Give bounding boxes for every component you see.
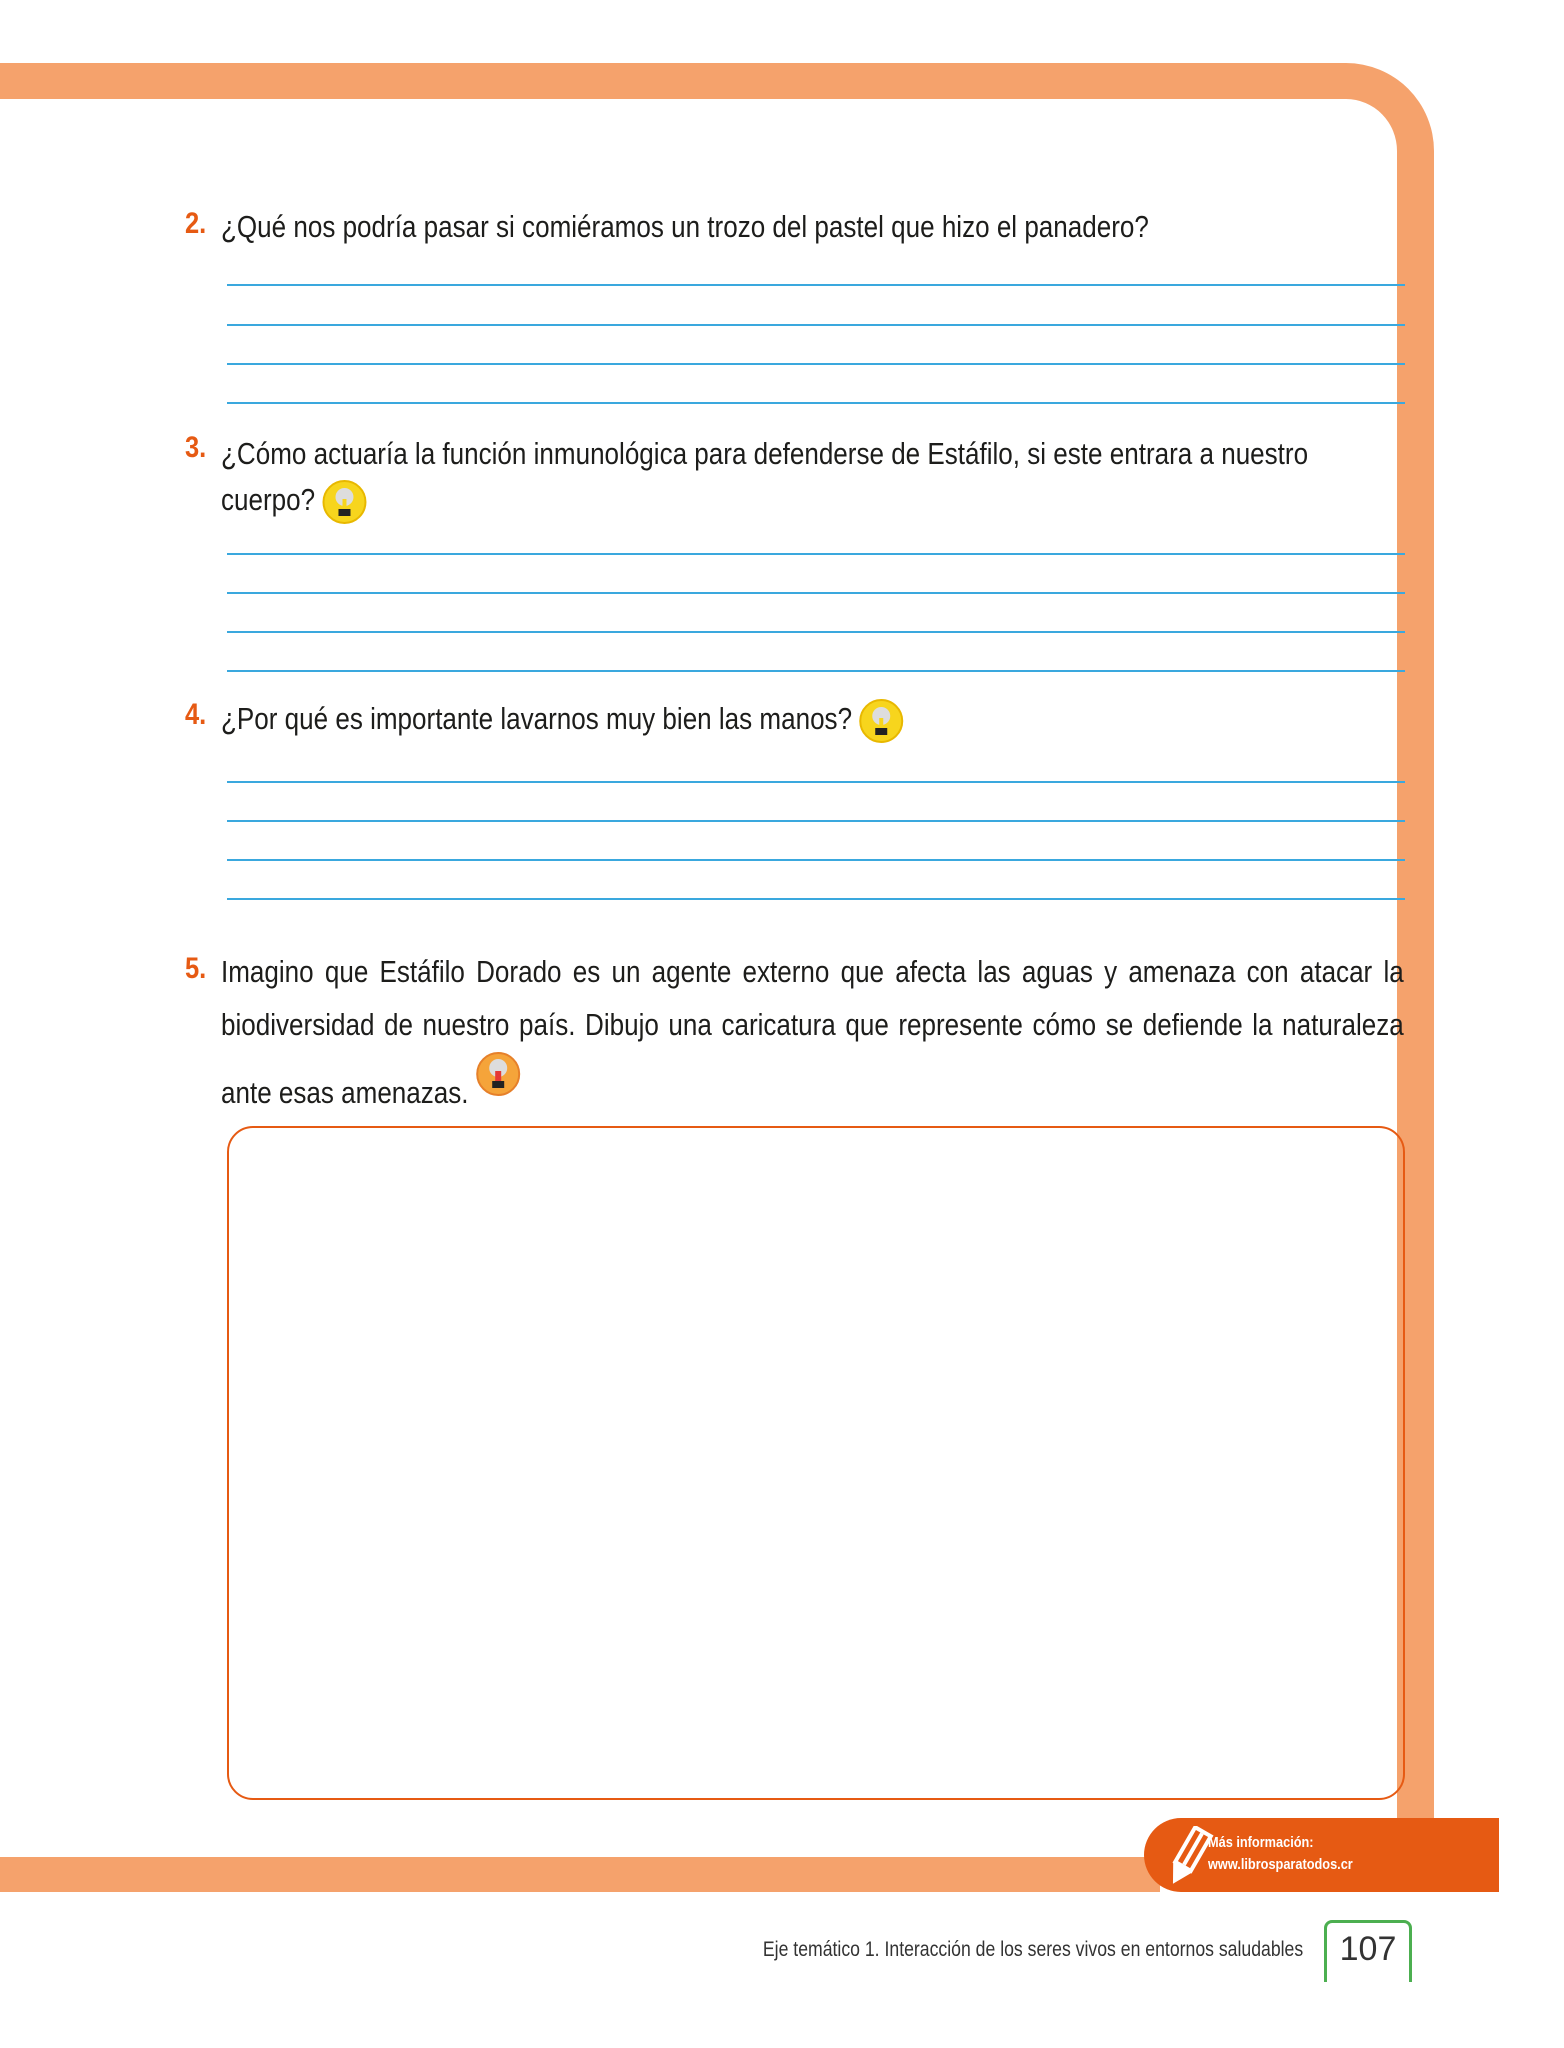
footer-text: Eje temático 1. Interacción de los seres vivos en entornos saludables <box>762 1938 1303 1961</box>
question-text-content: ¿Cómo actuaría la función inmunológica para defenderse de Estáfilo, si este entrara a nuestro cuerpo? <box>221 436 1309 517</box>
question-text: ¿Qué nos podría pasar si comiéramos un trozo del pastel que hizo el panadero? <box>221 209 1149 244</box>
lightbulb-icon[interactable] <box>858 698 904 744</box>
more-info-tab[interactable] <box>1144 1818 1499 1892</box>
question-number: 5. <box>185 952 207 985</box>
answer-line[interactable] <box>227 553 1405 555</box>
answer-line[interactable] <box>227 781 1405 783</box>
question-number: 4. <box>185 698 207 731</box>
question-text <box>221 698 1404 744</box>
more-info-url[interactable]: www.librosparatodos.cr <box>1208 1856 1353 1873</box>
drawing-area[interactable] <box>227 1126 1405 1800</box>
question-text <box>221 431 1404 525</box>
bottom-band <box>0 1857 1160 1892</box>
question-number: 2. <box>185 207 207 240</box>
answer-line[interactable] <box>227 631 1405 633</box>
answer-line[interactable] <box>227 670 1405 672</box>
question-number: 3. <box>185 431 207 464</box>
frame-mark <box>0 63 5 99</box>
answer-line[interactable] <box>227 402 1405 404</box>
answer-line[interactable] <box>227 592 1405 594</box>
page-number: 107 <box>1324 1920 1412 1982</box>
answer-line[interactable] <box>227 324 1405 326</box>
answer-line[interactable] <box>227 859 1405 861</box>
answer-line[interactable] <box>227 898 1405 900</box>
question-text <box>221 945 1404 1119</box>
answer-line[interactable] <box>227 284 1405 286</box>
pencil-icon <box>1164 1826 1214 1886</box>
lightbulb-icon[interactable] <box>475 1051 521 1097</box>
lightbulb-icon[interactable] <box>322 479 368 525</box>
answer-line[interactable] <box>227 820 1405 822</box>
question-text-content: Imagino que Estáfilo Dorado es un agente externo que afecta las aguas y amenaza con atacar la biodiversidad de nuestro país. Dibujo una caricatura que represente cómo se defiende la naturaleza ante esas amenazas. <box>221 954 1404 1110</box>
question-text-content: ¿Por qué es importante lavarnos muy bien las manos? <box>221 701 853 737</box>
more-info-label: Más información: <box>1208 1834 1314 1851</box>
answer-line[interactable] <box>227 363 1405 365</box>
